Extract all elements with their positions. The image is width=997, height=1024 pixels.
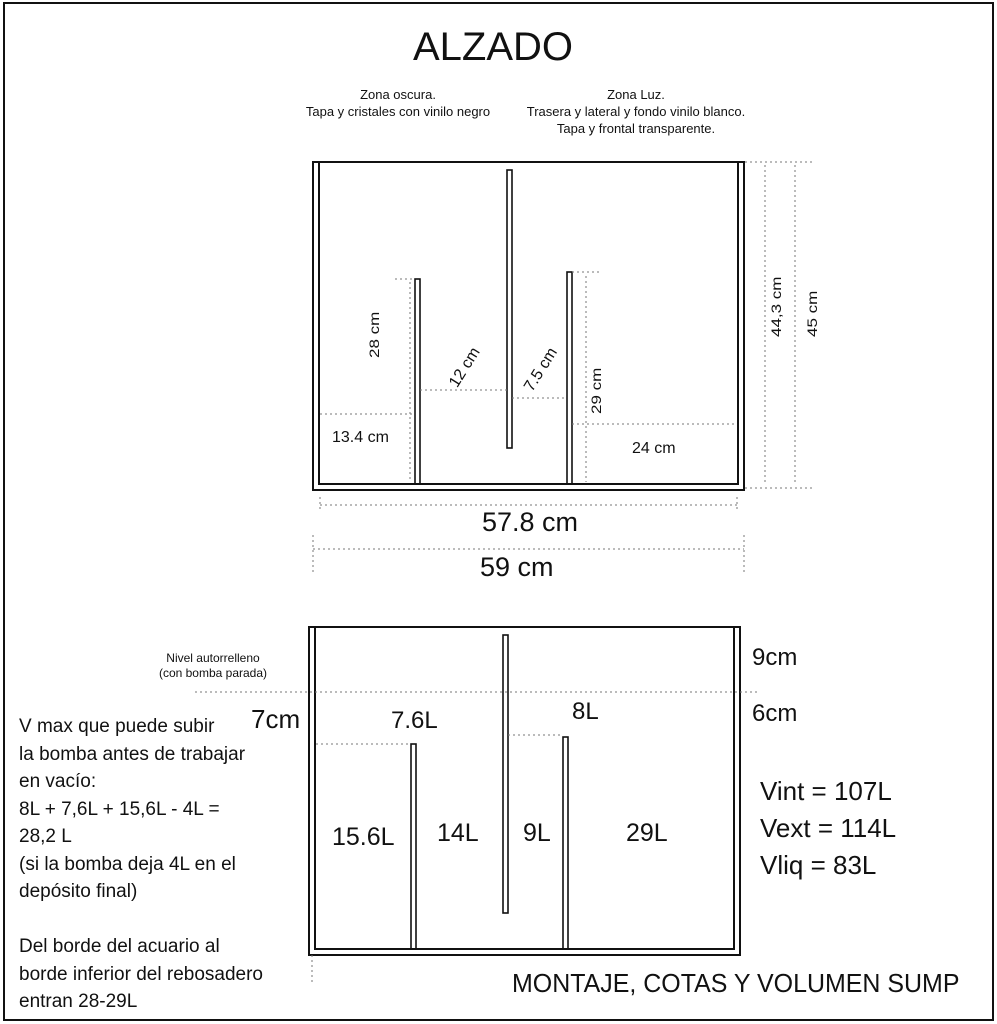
edge-line: entran 28-29L — [19, 991, 138, 1012]
volume-14l: 14L — [437, 819, 479, 847]
baffle-3 — [567, 272, 572, 484]
footer-title: MONTAJE, COTAS Y VOLUMEN SUMP — [512, 968, 960, 998]
sump-baffles — [411, 635, 568, 949]
zone-light-label — [508, 88, 764, 135]
sump-tank — [309, 627, 740, 955]
volume-29l: 29L — [626, 819, 668, 847]
vmax-line: (si la bomba deja 4L en el — [19, 853, 236, 875]
dim-45cm: 45 cm — [805, 290, 821, 337]
dim-24cm: 24 cm — [632, 440, 676, 457]
zone-dark-label — [286, 88, 510, 118]
dim-13-4cm: 13.4 cm — [332, 429, 389, 446]
sump-baffle-3 — [563, 737, 568, 949]
dim-12cm: 12 cm — [446, 344, 484, 391]
vmax-line: 8L + 7,6L + 15,6L - 4L = — [19, 798, 220, 820]
autofill-line1: Nivel autorrelleno — [166, 651, 260, 665]
dim-29cm: 29 cm — [589, 367, 605, 414]
page-title: ALZADO — [413, 25, 574, 69]
edge-line: borde inferior del rebosadero — [19, 963, 263, 985]
zone-light-line1: Zona Luz. — [607, 87, 665, 102]
zone-light-line2: Trasera y lateral y fondo vinilo blanco. — [526, 104, 746, 119]
edge-note — [19, 933, 263, 1016]
dim-44-3cm: 44,3 cm — [769, 276, 785, 337]
vext-value: Vext = 114L — [760, 813, 897, 843]
vmax-line: 28,2 L — [19, 826, 72, 847]
level-9cm: 9cm — [752, 644, 798, 671]
level-6cm: 6cm — [752, 700, 798, 727]
sump-baffle-1 — [411, 744, 416, 949]
dim-width-inner: 57.8 cm — [482, 507, 579, 537]
zone-dark-line2: Tapa y cristales con vinilo negro — [305, 104, 491, 119]
vmax-line: en vacío: — [19, 771, 97, 792]
volume-7-6l: 7.6L — [391, 707, 438, 734]
vmax-line: depósito final) — [19, 881, 138, 902]
vliq-value: Vliq = 83L — [760, 850, 877, 880]
volume-9l: 9L — [523, 819, 551, 847]
zone-dark-line1: Zona oscura. — [360, 87, 436, 102]
vint-value: Vint = 107L — [760, 776, 892, 806]
edge-line: Del borde del acuario al — [19, 936, 220, 957]
vmax-note — [19, 713, 245, 906]
baffle-2 — [507, 170, 512, 448]
dim-width-outer: 59 cm — [480, 552, 554, 582]
autofill-line2: (con bomba parada) — [158, 666, 268, 680]
dim-28cm: 28 cm — [367, 311, 383, 358]
zone-light-line3: Tapa y frontal transparente. — [556, 121, 716, 136]
baffle-1 — [415, 279, 420, 484]
vmax-line: V max que puede subir — [19, 716, 215, 737]
autofill-level-label — [142, 652, 284, 679]
sump-baffle-2 — [503, 635, 508, 913]
level-7cm: 7cm — [251, 704, 301, 734]
volume-15-6l: 15.6L — [332, 823, 395, 851]
volume-8l: 8L — [572, 698, 599, 725]
elevation-baffles — [415, 170, 572, 484]
vmax-line: la bomba antes de trabajar — [19, 743, 246, 765]
dim-7-5cm: 7.5 cm — [521, 344, 562, 395]
